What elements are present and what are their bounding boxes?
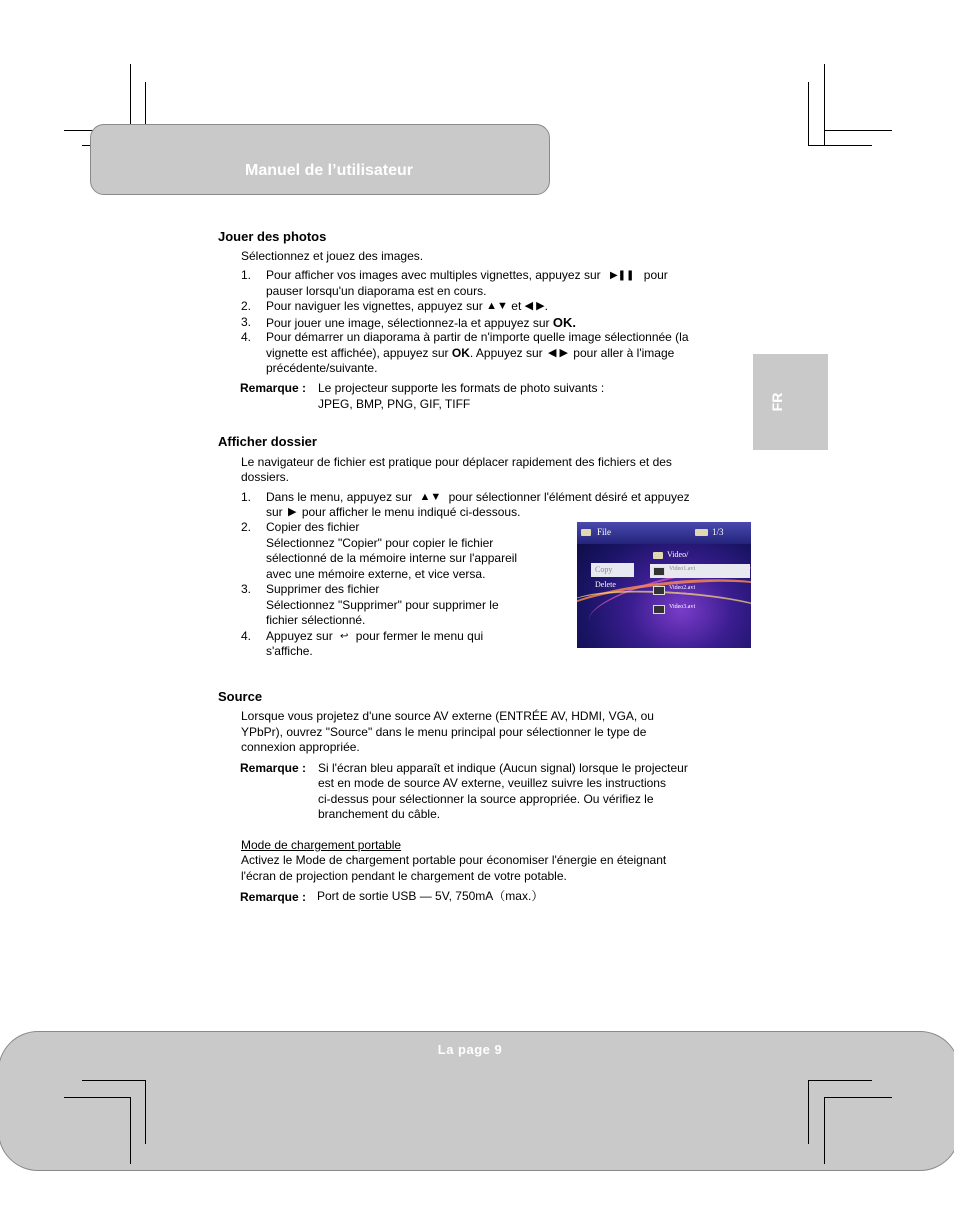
file-entry: Video/ — [667, 550, 689, 559]
list-item: Copier des fichier — [266, 520, 360, 534]
right-arrow-icon: ▶ — [288, 506, 297, 518]
section-heading-photos: Jouer des photos — [218, 229, 327, 244]
list-item-cont: avec une mémoire externe, et vice versa. — [266, 567, 486, 581]
crop-mark — [82, 1080, 146, 1081]
remark-text: branchement du câble. — [318, 807, 441, 821]
section-heading-source: Source — [218, 689, 263, 704]
crop-mark — [808, 1080, 809, 1144]
up-down-arrows-icon: ▲▼ — [486, 300, 508, 312]
video-file-icon — [653, 586, 665, 595]
list-number: 2. — [241, 299, 252, 313]
left-right-arrows-icon: ◀ ▶ — [547, 347, 568, 359]
folder-icon — [695, 529, 708, 536]
up-down-arrows-icon: ▲▼ — [419, 491, 442, 503]
list-item: Pour naviguer les vignettes, appuyez sur ▲▼ et ◀ ▶. — [266, 299, 548, 313]
remark-text: Port de sortie USB — 5V, 750mA（max.） — [317, 889, 544, 903]
crop-mark — [824, 1097, 892, 1098]
remark-text: Le projecteur supporte les formats de photo suivants : — [318, 381, 605, 395]
list-item: Pour démarrer un diaporama à partir de n'importe quelle image sélectionnée (la — [266, 330, 689, 344]
crop-mark — [824, 1097, 825, 1164]
list-item-cont: sélectionné de la mémoire interne sur l'appareil — [266, 551, 518, 565]
header-tab — [90, 124, 550, 195]
menu-item-copy: Copy — [595, 565, 613, 574]
video-file-icon — [653, 567, 665, 576]
list-item-cont: pauser lorsqu'un diaporama est en cours. — [266, 284, 487, 298]
screenshot-page: 1/3 — [712, 527, 724, 537]
selected-file-row — [650, 564, 750, 578]
list-number: 3. — [241, 315, 252, 329]
remark-text: est en mode de source AV externe, veuillez suivre les instructions — [318, 776, 666, 790]
list-item-cont: vignette est affichée), appuyez sur OK. Appuyez sur ◀ ▶ pour aller à l'image — [266, 346, 675, 360]
section-heading-folder: Afficher dossier — [218, 434, 317, 449]
folder-icon — [653, 552, 663, 559]
list-number: 1. — [241, 268, 252, 282]
crop-mark — [808, 1080, 872, 1081]
menu-item-delete: Delete — [595, 580, 616, 589]
left-right-arrows-icon: ◀ ▶ — [524, 300, 545, 312]
list-number: 2. — [241, 520, 252, 534]
source-para: YPbPr), ouvrez "Source" dans le menu principal pour sélectionner le type de — [241, 725, 647, 739]
folder-intro: Le navigateur de fichier est pratique pour déplacer rapidement des fichiers et des — [241, 455, 672, 469]
crop-mark — [808, 145, 872, 146]
return-icon: ↩ — [340, 631, 349, 642]
source-para: connexion appropriée. — [241, 740, 360, 754]
file-browser-screenshot — [577, 522, 751, 648]
list-item: Pour jouer une image, sélectionnez-la et appuyez sur OK. — [266, 315, 576, 330]
subsection-para: l'écran de projection pendant le chargement de votre potable. — [241, 869, 567, 883]
ok-key: OK — [451, 346, 470, 360]
list-item-cont: Sélectionnez "Supprimer" pour supprimer le — [266, 598, 499, 612]
list-number: 1. — [241, 490, 252, 504]
list-item: Dans le menu, appuyez sur ▲▼ pour sélectionner l'élément désiré et appuyez — [266, 490, 690, 504]
list-item-cont: sur ▶ pour afficher le menu indiqué ci-dessous. — [266, 505, 521, 519]
remark-label: Remarque : — [240, 761, 307, 775]
crop-mark — [130, 1097, 131, 1164]
list-number: 4. — [241, 330, 252, 344]
remark-label: Remarque : — [240, 381, 307, 395]
remark-text: Si l'écran bleu apparaît et indique (Aucun signal) lorsque le projecteur — [318, 761, 688, 775]
play-pause-icon: ▶❚❚ — [609, 270, 635, 281]
video-file-icon — [653, 605, 665, 614]
screenshot-title: File — [597, 527, 612, 537]
crop-mark — [64, 1097, 131, 1098]
crop-mark — [824, 130, 892, 131]
list-number: 3. — [241, 582, 252, 596]
remark-text: JPEG, BMP, PNG, GIF, TIFF — [318, 397, 471, 411]
language-tab — [753, 354, 828, 450]
file-entry: Video3.avi — [669, 604, 696, 610]
list-item-cont: précédente/suivante. — [266, 361, 378, 375]
ok-key: OK. — [552, 315, 576, 330]
list-item-cont: s'affiche. — [266, 644, 313, 658]
list-item-cont: fichier sélectionné. — [266, 613, 366, 627]
subsection-para: Activez le Mode de chargement portable pour économiser l'énergie en éteignant — [241, 853, 667, 867]
list-item: Supprimer des fichier — [266, 582, 380, 596]
source-para: Lorsque vous projetez d'une source AV externe (ENTRÉE AV, HDMI, VGA, ou — [241, 709, 654, 723]
language-label: FR — [769, 392, 785, 412]
list-item: Pour afficher vos images avec multiples vignettes, appuyez sur ▶❚❚ pour — [266, 268, 668, 282]
subsection-heading: Mode de chargement portable — [241, 838, 402, 852]
folder-icon — [581, 529, 591, 536]
folder-intro: dossiers. — [241, 470, 290, 484]
crop-mark — [145, 1080, 146, 1144]
page-number: La page 9 — [437, 1042, 503, 1057]
crop-mark — [808, 82, 809, 146]
list-item-cont: Sélectionnez "Copier" pour copier le fichier — [266, 536, 494, 550]
file-entry: Video2.avi — [669, 585, 696, 591]
crop-mark — [824, 64, 825, 146]
remark-label: Remarque : — [240, 890, 307, 904]
file-entry: Video1.avi — [669, 566, 696, 572]
remark-text: ci-dessus pour sélectionner la source appropriée. Ou vérifiez le — [318, 792, 654, 806]
list-number: 4. — [241, 629, 252, 643]
page-title: Manuel de l’utilisateur — [245, 162, 414, 179]
list-item: Appuyez sur ↩ pour fermer le menu qui — [266, 629, 484, 643]
photos-intro: Sélectionnez et jouez des images. — [241, 249, 424, 263]
